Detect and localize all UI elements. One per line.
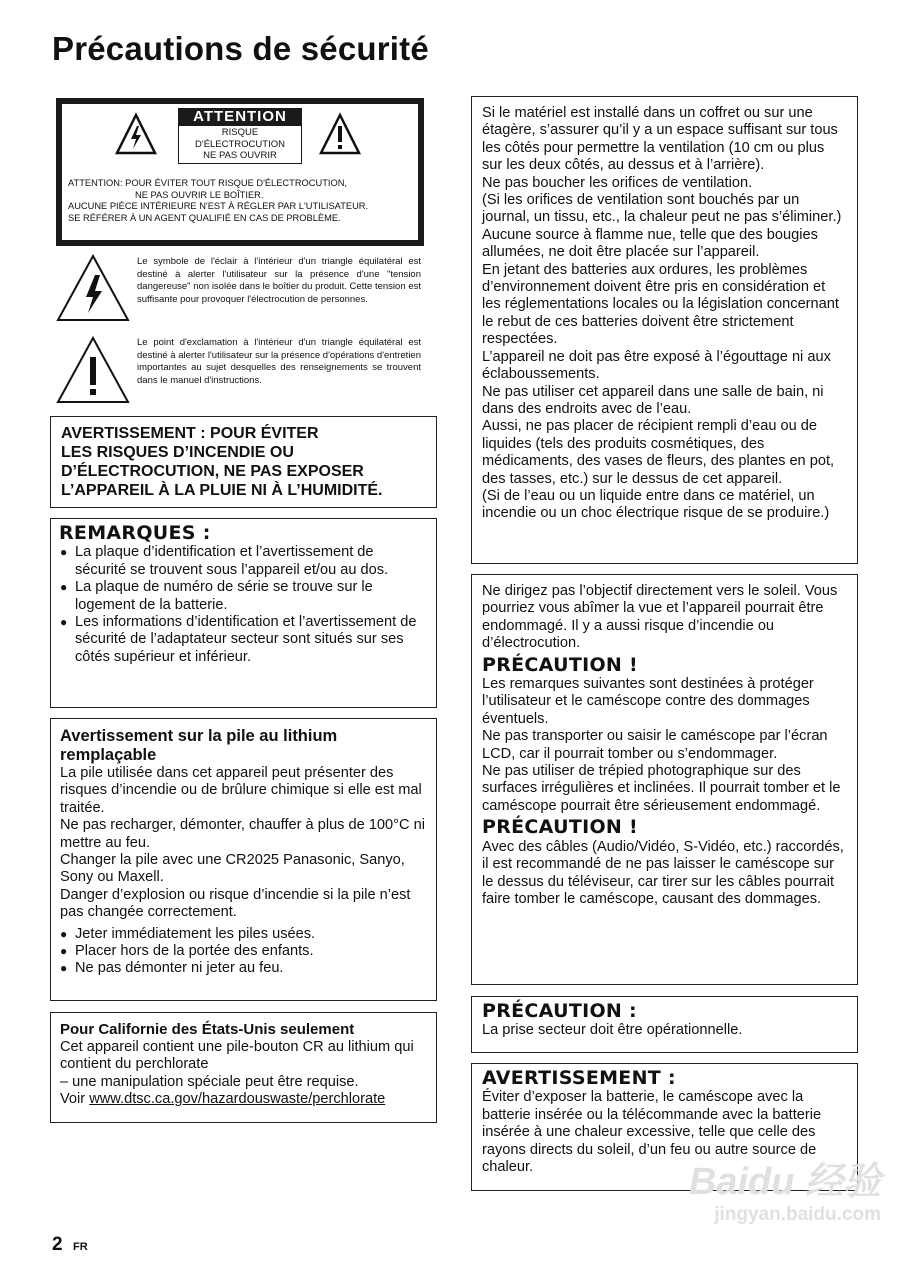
soleil-p4: Ne pas utiliser de trépied photographique sur des surfaces irrégulières et inclinées. Il pourrait tomber et le caméscope pourrait être sérieusement endommagé. xyxy=(482,763,841,814)
ventilation-p5: En jetant des batteries aux ordures, les problèmes d’environnement doivent être pris en considération et les réglementations locales ou la législation concernant le rebut de ces batteries doivent être strictement respectées. xyxy=(482,261,839,348)
soleil-p1: Ne dirigez pas l’objectif directement vers le soleil. Vous pourriez vous abîmer la vue et l’appareil pourrait être endommagé. Il y a aussi risque d’incendie ou d’électrocution. xyxy=(482,583,838,652)
attention-sub-1: RISQUE D'ÉLECTROCUTION xyxy=(195,127,285,150)
lithium-p4: Danger d’explosion ou risque d’incendie si la pile n’est pas changée correctement. xyxy=(60,886,411,921)
attention-sub-2: NE PAS OUVRIR xyxy=(203,150,277,161)
attention-heading: ATTENTION xyxy=(178,108,302,125)
attention-line-3: AUCUNE PIÈCE INTÉRIEURE N'EST À RÉGLER PAR L'UTILISATEUR. xyxy=(68,201,369,212)
avertissement-line-2: LES RISQUES D’INCENDIE OU xyxy=(61,444,294,461)
california-heading: Pour Californie des États-Unis seulement xyxy=(60,1021,355,1038)
attention-label xyxy=(178,108,302,161)
remarques-item: ● Les informations d’identification et l’avertissement de sécurité de l’adaptateur secteur sont situés sur ses côtés supérieur et inférieur. xyxy=(53,614,428,666)
lithium-p1: La pile utilisée dans cet appareil peut présenter des risques d’incendie ou de brûlure chimique si elle est mal traitée. xyxy=(60,765,422,816)
ventilation-p1: Si le matériel est installé dans un coffret ou sur une étagère, s’assurer qu’il y a un espace suffisant sur tous les côtés pour permettre la ventilation (10 cm ou plus sur les deux côtés, au dessus et à l’arrière). xyxy=(482,105,838,174)
page-number: 2 xyxy=(52,1234,63,1255)
california-p1: Cet appareil contient une pile-bouton CR au lithium qui contient du perchlorate xyxy=(60,1039,414,1073)
attention-line-2: NE PAS OUVRIR LE BOÎTIER. xyxy=(135,189,264,200)
ventilation-p6: L’appareil ne doit pas être exposé à l’égouttage ni aux éclaboussements. xyxy=(482,348,831,383)
lightning-warning-icon xyxy=(114,112,158,156)
perchlorate-link[interactable]: www.dtsc.ca.gov/hazardouswaste/perchlorate xyxy=(89,1091,386,1108)
lithium-item: ● Jeter immédiatement les piles usées. xyxy=(53,926,427,943)
exclamation-triangle-icon xyxy=(55,335,131,405)
lithium-box xyxy=(50,718,437,1001)
prise-heading: PRÉCAUTION : xyxy=(482,1000,637,1022)
avertissement-line-4: L’APPAREIL À LA PLUIE NI À L’HUMIDITÉ. xyxy=(61,482,383,499)
exclamation-warning-icon xyxy=(318,112,362,156)
lithium-p3: Changer la pile avec une CR2025 Panasonic, Sanyo, Sony ou Maxell. xyxy=(60,852,405,886)
ventilation-p9: (Si de l’eau ou un liquide entre dans ce matériel, un incendie ou un choc électrique risque de se produire.) xyxy=(482,487,830,522)
ventilation-box xyxy=(471,96,858,564)
precaution-heading-2: PRÉCAUTION ! xyxy=(482,816,638,839)
attention-line-1: ATTENTION: POUR ÉVITER TOUT RISQUE D'ÉLECTROCUTION, xyxy=(68,178,347,188)
ventilation-p7: Ne pas utiliser cet appareil dans une salle de bain, ni dans des endroits avec de l’eau. xyxy=(482,383,824,417)
page-title: Précautions de sécurité xyxy=(52,30,429,67)
exclamation-symbol-text: Le point d'exclamation à l'intérieur d'un triangle équilatéral est destiné à alerter l'utilisateur sur la présence d'opérations d'entretien importantes au sujet desquelles des renseignements se trouvent dans le manuel d'instructions. xyxy=(137,337,421,386)
california-box xyxy=(50,1012,437,1123)
ventilation-p4: Aucune source à flamme nue, telle que des bougies allumées, ne doit être placée sur l’appareil. xyxy=(482,226,818,261)
prise-p1: La prise secteur doit être opérationnelle. xyxy=(482,1022,743,1039)
watermark-brand: Baidu 经验 xyxy=(688,1161,881,1203)
california-voir: Voir xyxy=(60,1091,86,1108)
lightning-symbol-text: Le symbole de l'éclair à l'intérieur d'un triangle équilatéral est destiné à alerter l'utilisateur sur la présence d'une "tension dangereuse" non isolée dans le boîtier du produit. Cette tension est suffisante pour provoquer l'électrocution de personnes. xyxy=(137,256,421,305)
chaleur-p1: Éviter d’exposer la batterie, le caméscope avec la batterie insérée ou la télécommande avec la batterie insérée à une chaleur excessive, telle que celle des rayons directs du soleil, d’un feu ou autre source de chaleur. xyxy=(482,1089,822,1176)
attention-panel xyxy=(56,98,424,246)
lithium-heading: Avertissement sur la pile au lithium remplaçable xyxy=(60,727,338,764)
watermark-url: jingyan.baidu.com xyxy=(714,1204,881,1225)
soleil-box xyxy=(471,574,858,985)
california-p2: – une manipulation spéciale peut être requise. xyxy=(60,1073,359,1090)
prise-box xyxy=(471,996,858,1053)
ventilation-p2: Ne pas boucher les orifices de ventilation. xyxy=(482,174,753,191)
page-footer xyxy=(52,1234,88,1256)
page-language: FR xyxy=(73,1241,88,1253)
soleil-p2: Les remarques suivantes sont destinées à protéger l’utilisateur et le caméscope contre des dommages éventuels. xyxy=(482,676,814,727)
remarques-heading: REMARQUES : xyxy=(59,522,211,544)
attention-line-4: SE RÉFÉRER À UN AGENT QUALIFIÉ EN CAS DE PROBLÈME. xyxy=(68,212,341,223)
lithium-p2: Ne pas recharger, démonter, chauffer à plus de 100°C ni mettre au feu. xyxy=(60,817,425,851)
lithium-item: ● Placer hors de la portée des enfants. xyxy=(53,943,427,960)
soleil-p5: Avec des câbles (Audio/Vidéo, S-Vidéo, etc.) raccordés, il est recommandé de ne pas laisser le caméscope sur le dessus du téléviseur, car tirer sur les câbles pourrait faire tomber le caméscope, causant des dommages. xyxy=(482,838,844,907)
avertissement-main-box xyxy=(50,416,437,508)
avertissement-line-3: D’ÉLECTROCUTION, NE PAS EXPOSER xyxy=(61,463,364,480)
remarques-item: ● La plaque de numéro de série se trouve sur le logement de la batterie. xyxy=(53,579,428,614)
lightning-triangle-icon xyxy=(55,253,131,323)
ventilation-p8: Aussi, ne pas placer de récipient rempli d’eau ou de liquides (tels des produits cosmétiques, des médicaments, des vases de fleurs, des plantes en pot, des tasses, etc.) sur le dessus de cet appareil. xyxy=(482,418,835,487)
remarques-item: ● La plaque d’identification et l’avertissement de sécurité se trouvent sous l’appareil et/ou au dos. xyxy=(53,544,428,579)
lithium-item: ● Ne pas démonter ni jeter au feu. xyxy=(53,960,427,977)
chaleur-heading: AVERTISSEMENT : xyxy=(482,1067,676,1089)
watermark xyxy=(689,1160,881,1226)
soleil-p3: Ne pas transporter ou saisir le caméscope par l’écran LCD, car il pourrait tomber ou s’endommager. xyxy=(482,728,828,762)
remarques-box xyxy=(50,518,437,708)
precaution-heading-1: PRÉCAUTION ! xyxy=(482,653,638,676)
ventilation-p3: (Si les orifices de ventilation sont bouchés par un journal, un tissu, etc., la chaleur peut ne pas s’éliminer.) xyxy=(482,192,842,226)
avertissement-line-1: AVERTISSEMENT : POUR ÉVITER xyxy=(61,425,319,442)
